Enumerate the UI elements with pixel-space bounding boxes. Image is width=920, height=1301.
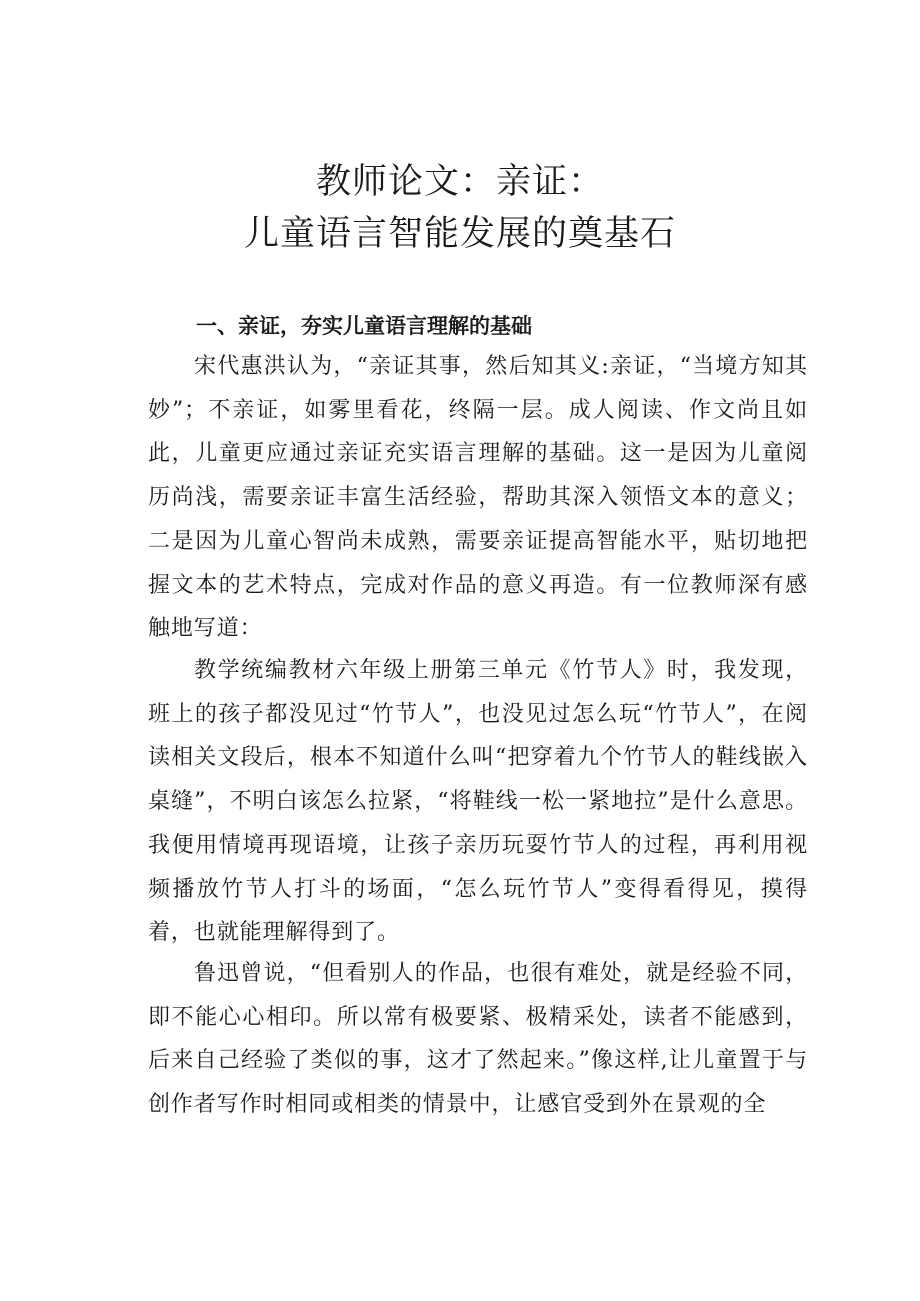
section-heading: 一、亲证，夯实儿童语言理解的基础 (196, 314, 532, 338)
title-line-2: 儿童语言智能发展的奠基石 (243, 214, 676, 254)
paragraph-1: 宋代惠洪认为，“亲证其事，然后知其义:亲证，“当境方知其妙”；不亲证，如雾里看花，终隔一层。成人阅读、作文尚且如此，儿童更应通过亲证充实语言理解的基础。这一是因为儿童阅历尚浅，需要亲证丰富生活经验，帮助其深入领悟文本的意义；二是因为儿童心智尚未成熟，需要亲证提高智能水平，贴切地把握文本的艺术特点，完成对作品的意义再造。有一位教师深有感触地写道： (148, 354, 808, 642)
title-line-1: 教师论文：亲证： (315, 162, 604, 202)
paragraph-3: 鲁迅曾说，“但看别人的作品，也很有难处，就是经验不同，即不能心心相印。所以常有极要紧、极精采处，读者不能感到，后来自己经验了类似的事，这才了然起来。”像这样,让儿童置于与创作者写作时相同或相类的情景中，让感官受到外在景观的全 (148, 961, 808, 1118)
paragraph-2-quote: 教学统编教材六年级上册第三单元《竹节人》时，我发现，班上的孩子都没见过“竹节人”，也没见过怎么玩“竹节人”，在阅读相关文段后，根本不知道什么叫“把穿着九个竹节人的鞋线嵌入桌缝”，不明白该怎么拉紧，“将鞋线一松一紧地拉”是什么意思。我便用情境再现语境，让孩子亲历玩耍竹节人的过程，再利用视频播放竹节人打斗的场面，“怎么玩竹节人”变得看得见，摸得着，也就能理解得到了。 (148, 658, 808, 946)
